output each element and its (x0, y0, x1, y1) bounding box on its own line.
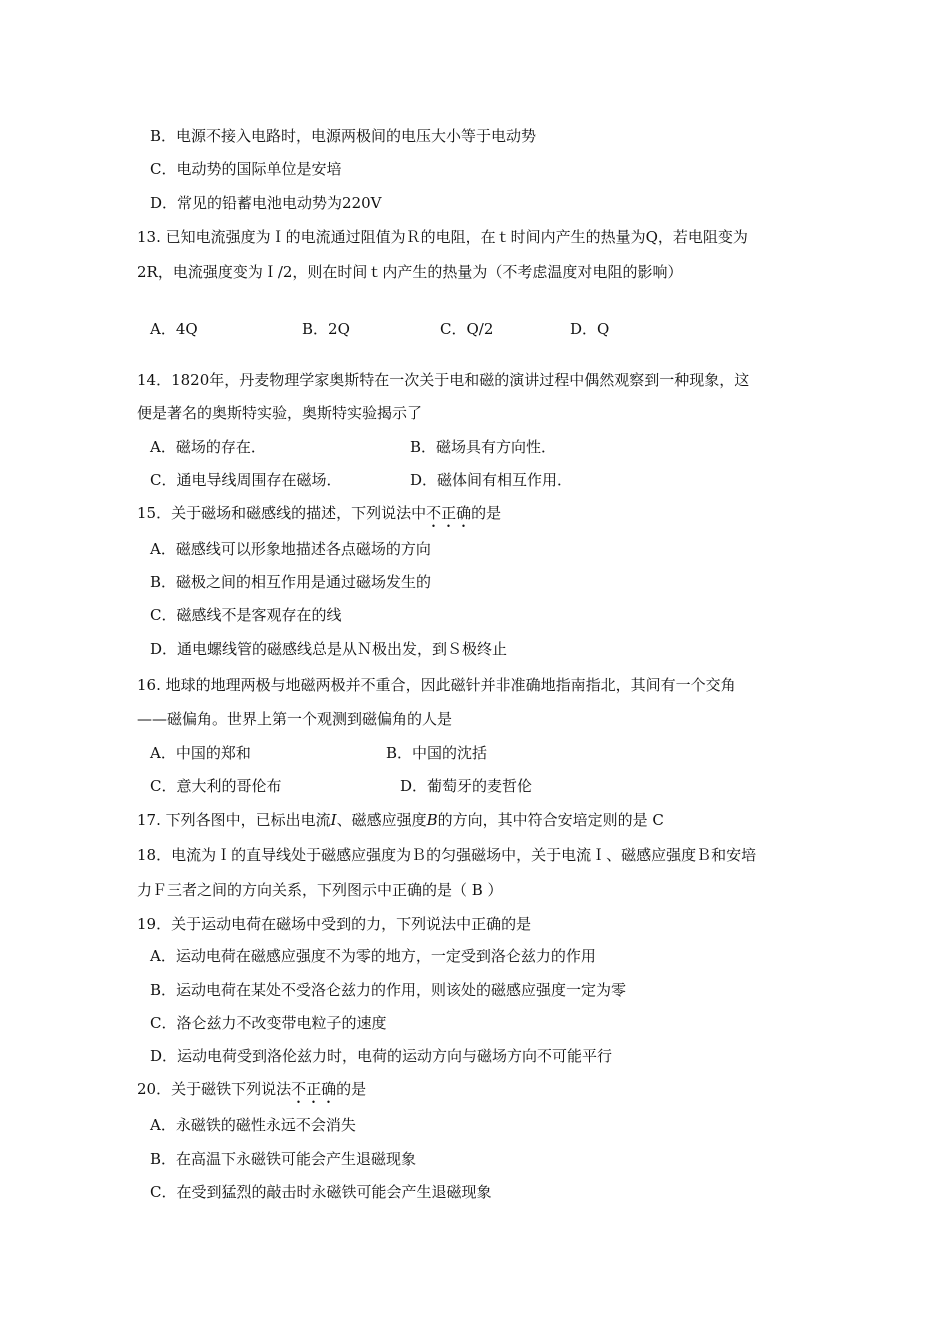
q18-stem-line2: 力Ｆ三者之间的方向关系，下列图示中正确的是（ B ） (137, 881, 503, 899)
q20-option-a: A．永磁铁的磁性永远不会消失 (150, 1116, 356, 1134)
q16-option-c: C．意大利的哥伦布 (150, 777, 282, 795)
q13-option-b: B．2Q (302, 320, 350, 338)
q14-stem-line1: 14．1820年，丹麦物理学家奥斯特在一次关于电和磁的演讲过程中偶然观察到一种现象，这 (137, 371, 750, 389)
q17-stem-pre: 17. 下列各图中，已标出电流 (137, 811, 331, 829)
q15-option-b: B．磁极之间的相互作用是通过磁场发生的 (150, 573, 432, 591)
q14-option-c: C．通电导线周围存在磁场． (150, 471, 342, 489)
q20-stem-pre: 20．关于磁铁下列说法 (137, 1080, 292, 1098)
q15-stem-post: 的是 (471, 504, 502, 522)
q19-option-d: D．运动电荷受到洛伦兹力时，电荷的运动方向与磁场方向不可能平行 (150, 1047, 613, 1065)
q17-field-symbol: B (426, 811, 438, 829)
q16-stem-line2: ——磁偏角。世界上第一个观测到磁偏角的人是 (137, 710, 453, 728)
q15-stem-emphasis: 不正确 (426, 504, 472, 522)
q15-stem (137, 503, 501, 531)
q12-option-c: C．电动势的国际单位是安培 (150, 160, 342, 178)
q17-stem (137, 810, 664, 830)
q12-option-b: B．电源不接入电路时，电源两极间的电压大小等于电动势 (150, 127, 537, 145)
q19-option-a: A．运动电荷在磁感应强度不为零的地方，一定受到洛仑兹力的作用 (150, 947, 596, 965)
q12-option-d: D．常见的铅蓄电池电动势为220V (150, 194, 382, 212)
q15-option-d: D．通电螺线管的磁感线总是从Ｎ极出发，到Ｓ极终止 (150, 640, 508, 658)
q17-stem-post: 的方向，其中符合安培定则的是 C (437, 811, 664, 829)
q19-stem: 19．关于运动电荷在磁场中受到的力，下列说法中正确的是 (137, 915, 532, 933)
q13-option-d: D．Q (570, 320, 610, 338)
q19-option-c: C．洛仑兹力不改变带电粒子的速度 (150, 1014, 387, 1032)
q20-stem (137, 1079, 366, 1107)
q14-option-a: A．磁场的存在． (150, 438, 266, 456)
q19-option-b: B．运动电荷在某处不受洛仑兹力的作用，则该处的磁感应强度一定为零 (150, 981, 627, 999)
q17-stem-mid: 、磁感应强度 (336, 811, 427, 829)
q15-option-a: A．磁感线可以形象地描述各点磁场的方向 (150, 540, 431, 558)
q20-option-b: B．在高温下永磁铁可能会产生退磁现象 (150, 1150, 417, 1168)
q15-option-c: C．磁感线不是客观存在的线 (150, 606, 342, 624)
q14-option-d: D．磁体间有相互作用． (410, 471, 573, 489)
q15-stem-pre: 15．关于磁场和磁感线的描述，下列说法中 (137, 504, 427, 522)
q13-option-c: C．Q/2 (440, 320, 494, 338)
q13-stem-line1: 13. 已知电流强度为Ｉ的电流通过阻值为Ｒ的电阻，在ｔ时间内产生的热量为Q，若电阻变为 (137, 228, 748, 246)
q16-option-a: A．中国的郑和 (150, 744, 251, 762)
q20-stem-emphasis: 不正确 (291, 1080, 337, 1098)
q17-current-symbol: I (330, 811, 337, 829)
q16-option-d: D．葡萄牙的麦哲伦 (400, 777, 533, 795)
q13-option-a: A．4Q (150, 320, 198, 338)
q20-stem-post: 的是 (336, 1080, 367, 1098)
q20-option-c: C．在受到猛烈的敲击时永磁铁可能会产生退磁现象 (150, 1183, 492, 1201)
q16-option-b: B．中国的沈括 (386, 744, 488, 762)
q18-stem-line1: 18．电流为Ｉ的直导线处于磁感应强度为Ｂ的匀强磁场中，关于电流Ｉ、磁感应强度Ｂ和安培 (137, 846, 757, 864)
q14-option-b: B．磁场具有方向性． (410, 438, 557, 456)
q14-stem-line2: 便是著名的奥斯特实验，奥斯特实验揭示了 (137, 404, 423, 422)
q13-stem-line2: 2R，电流强度变为Ｉ/2，则在时间ｔ内产生的热量为（不考虑温度对电阻的影响） (137, 263, 683, 281)
q16-stem-line1: 16. 地球的地理两极与地磁两极并不重合，因此磁针并非准确地指南指北，其间有一个交角 (137, 676, 736, 694)
